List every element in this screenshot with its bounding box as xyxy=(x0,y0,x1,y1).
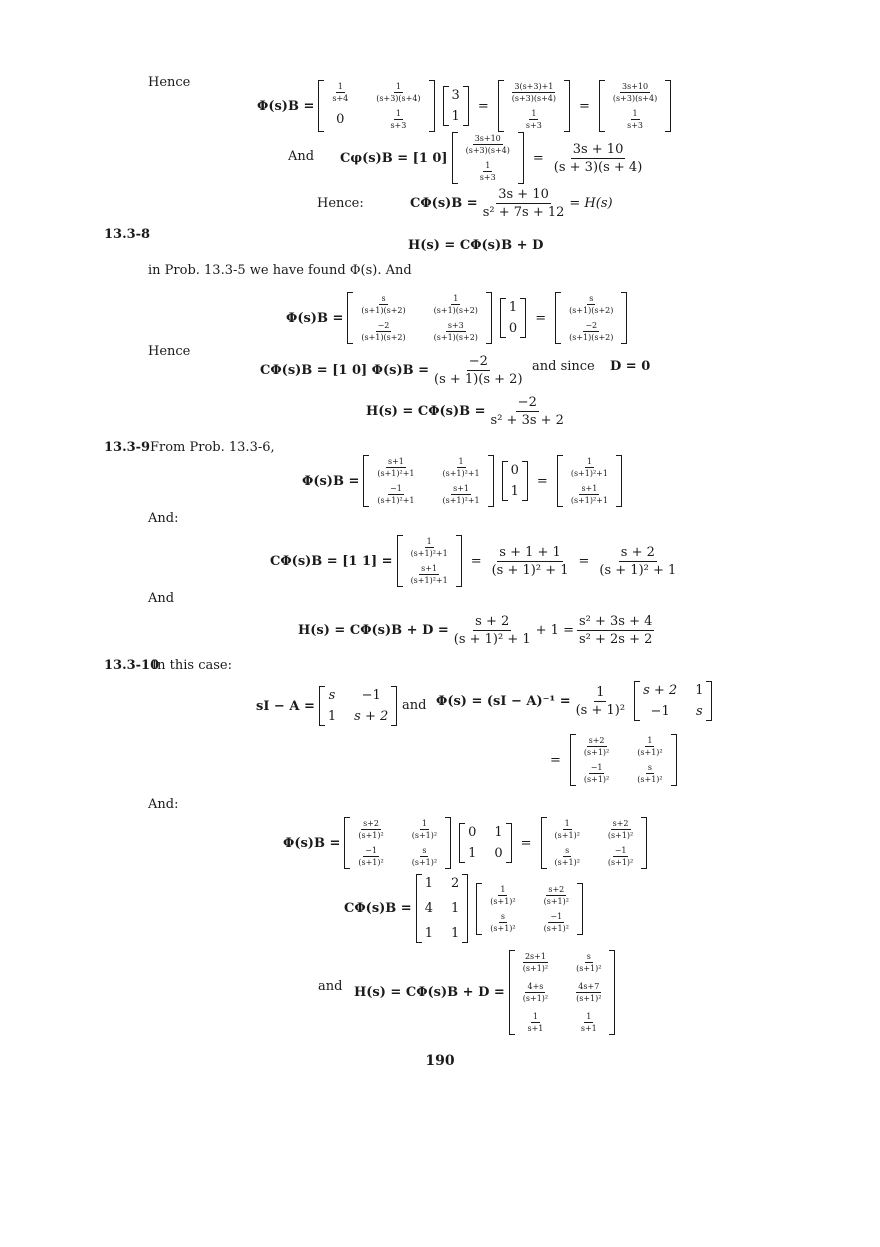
c-matrix-4: 1 2 4 1 1 1 xyxy=(416,874,469,943)
eq-si-minus-a: sI − A = s −1 1 s + 2 xyxy=(256,686,401,726)
section-13-3-10: 13.3-10 xyxy=(104,658,160,673)
and-label-1: And xyxy=(288,149,315,164)
phi-matrix-2: $\frac{s}{(s+1)(s+2)}$ $\frac{1}{(s+1)(s+2)}$ $\frac{-2}{(s+1)(s+2)}$ $\frac{s+3}{(s+1)(s+2)}$ xyxy=(347,292,492,344)
eq-cphi-b-4: CΦ(s)B = 1 2 4 1 1 1 $\frac{1}{\text{(s+1)²}}$ $\frac{s+2}{\text{(s+1)²}}$ $\frac{s}{\text{(s+1)²}}$ $\frac{-1}{\text{(s+1)²}}$ xyxy=(344,874,587,943)
phib-matrix-4: $\frac{1}{\text{(s+1)²}}$ $\frac{s+2}{\text{(s+1)²}}$ $\frac{s}{\text{(s+1)²}}$ $\frac{-1}{\text{(s+1)²}}$ xyxy=(476,883,583,935)
in-this-case: In this case: xyxy=(152,658,232,673)
eq-h-s-4: H(s) = CΦ(s)B + D = $\frac{2s+1}{\text{(s+1)²}}$ $\frac{s}{\text{(s+1)²}}$ $\frac{4+s}{\text{(s+1)²}}$ $\frac{4s+7}{\text{(s+1)²}}$ $\frac{1}{s+1}$ $\frac{1}{s+1}$ xyxy=(354,950,619,1035)
hence-colon-label: Hence: xyxy=(317,196,364,211)
and-since-label: and since xyxy=(532,359,595,374)
and-label-2: And xyxy=(148,591,175,606)
b-vector-3: 0 1 xyxy=(502,461,528,501)
si-minus-a-matrix: s −1 1 s + 2 xyxy=(319,686,397,726)
b-vector-2: 1 0 xyxy=(500,298,526,338)
result-vector-2: $\frac{s}{(s+1)(s+2)}$ $\frac{-2}{(s+1)(s+2)}$ xyxy=(555,292,627,344)
cphi-vector: $\frac{3s+10}{(s+3)(s+4)}$ $\frac{1}{s+3}$ xyxy=(452,132,524,184)
result-vector: $\frac{3s+10}{(s+3)(s+4)}$ $\frac{1}{s+3}$ xyxy=(599,80,671,132)
eq-phi-b-3: Φ(s)B = $\frac{s+1}{\text{(s+1)²+1}}$ $\frac{1}{\text{(s+1)²+1}}$ $\frac{-1}{\text{(s+1)²+1}}$ $\frac{s+1}{\text{(s+1)²+1}}$ 0 1 = $\frac{1}{\text{(s+1)²+1}}$ $\frac{s+1}{\text{(s+1)²+1}}$ xyxy=(302,455,626,507)
eq-phi-expanded: = $\frac{s+2}{\text{(s+1)²}}$ $\frac{1}{\text{(s+1)²}}$ $\frac{-1}{\text{(s+1)²}}$ $\frac{s}{\text{(s+1)²}}$ xyxy=(545,734,681,786)
result-vector-3: $\frac{1}{\text{(s+1)²+1}}$ $\frac{s+1}{\text{(s+1)²+1}}$ xyxy=(557,455,622,507)
hence-label-2: Hence xyxy=(148,344,191,359)
eq-cphi-b-2: CΦ(s)B = [1 0] Φ(s)B = $\frac{-2}{(s + 1)(s + 2)}$ xyxy=(260,354,523,387)
hence-label: Hence xyxy=(148,75,191,90)
and-word: and xyxy=(402,698,427,713)
product-vector: $\frac{3(s+3)+1}{(s+3)(s+4)}$ $\frac{1}{s+3}$ xyxy=(498,80,570,132)
eq-h-def: H(s) = CΦ(s)B + D xyxy=(408,238,544,253)
b-matrix-4: 0 1 1 0 xyxy=(459,823,512,863)
eq-phi-b-2: Φ(s)B = $\frac{s}{(s+1)(s+2)}$ $\frac{1}{(s+1)(s+2)}$ $\frac{-2}{(s+1)(s+2)}$ $\frac{s+3}{(s+1)(s+2)}$ 1 0 = $\frac{s}{(s+1)(s+2)}$ $\frac{-2}{(s+1)(s+2)}$ xyxy=(286,292,631,344)
eq-cphi-b-1: Cφ(s)B = [1 0] $\frac{3s+10}{(s+3)(s+4)}$ $\frac{1}{s+3}$ = $\frac{3s + 10}{(s + 3)(s + 4)}$ xyxy=(340,134,643,182)
phi-matrix: $\frac{1}{s+4}$ $\frac{1}{(s+3)(s+4)}$ 0 $\frac{1}{s+3}$ xyxy=(318,80,434,132)
prob-13-3-5-text: in Prob. 13.3-5 we have found Φ(s). And xyxy=(148,263,412,278)
lhs-label: Φ(s)B = xyxy=(257,98,315,114)
b-vector: 3 1 xyxy=(443,86,469,126)
and-label-h: and xyxy=(318,979,343,994)
eq-h-s-3: H(s) = CΦ(s)B + D = $\frac{s + 2}{\text{(s + 1)² + 1}}$ + 1 = $\frac{\text{s² + 3s + 4}}{\text{s² + 2s + 2}}$ xyxy=(298,614,653,647)
eq-phi-def: Φ(s) = (sI − A)⁻¹ = $\frac{1}{\text{(s + 1)²}}$ s + 2 1 −1 s xyxy=(436,681,716,721)
h-matrix-4: $\frac{2s+1}{\text{(s+1)²}}$ $\frac{s}{\text{(s+1)²}}$ $\frac{4+s}{\text{(s+1)²}}$ $\frac{4s+7}{\text{(s+1)²}}$ $\frac{1}{s+1}$ $\frac{1}{s+1}$ xyxy=(509,950,616,1035)
and-colon-label-1: And: xyxy=(148,511,179,526)
section-13-3-8: 13.3-8 xyxy=(104,227,151,242)
cphi-vector-3: $\frac{1}{\text{(s+1)²+1}}$ $\frac{s+1}{\text{(s+1)²+1}}$ xyxy=(397,535,462,587)
eq-cphi-b-3: CΦ(s)B = [1 1] = $\frac{1}{\text{(s+1)²+1}}$ $\frac{s+1}{\text{(s+1)²+1}}$ = $\frac{s + 1 + 1}{\text{(s + 1)² + 1}}$ = $\frac{s + 2}{\text{(s + 1)² + 1}}$ xyxy=(270,537,677,585)
eq-h-s-1: CΦ(s)B = $\frac{3s + 10}{\text{s² + 7s + 12}}$ = H(s) xyxy=(410,187,613,220)
eq-phi-b-4: Φ(s)B = $\frac{s+2}{\text{(s+1)²}}$ $\frac{1}{\text{(s+1)²}}$ $\frac{-1}{\text{(s+1)²}}$ $\frac{s}{\text{(s+1)²}}$ 0 1 1 0 = $\frac{1}{\text{(s+1)²}}$ $\frac{s+2}{\text{(s+1)²}}$ $\frac{s}{\text{(s+1)²}}$ $\frac{-1}{\text{(s+1)²}}$ xyxy=(283,817,651,869)
and-colon-label-2: And: xyxy=(148,797,179,812)
result-matrix-4: $\frac{1}{\text{(s+1)²}}$ $\frac{s+2}{\text{(s+1)²}}$ $\frac{s}{\text{(s+1)²}}$ $\frac{-1}{\text{(s+1)²}}$ xyxy=(541,817,648,869)
page-number: 190 xyxy=(425,1053,455,1069)
from-prob-13-3-6: From Prob. 13.3-6, xyxy=(150,440,275,455)
section-13-3-9: 13.3-9 xyxy=(104,440,151,455)
eq-h-s-2: H(s) = CΦ(s)B = $\frac{-2}{\text{s² + 3s + 2}}$ xyxy=(366,395,564,428)
adjugate-matrix: s + 2 1 −1 s xyxy=(634,681,712,721)
d-zero: D = 0 xyxy=(610,359,651,374)
eq-phi-b-1: Φ(s)B = $\frac{1}{s+4}$ $\frac{1}{(s+3)(s+4)}$ 0 $\frac{1}{s+3}$ 3 1 = $\frac{3(s+3)+1}{(s+3)(s+4)}$ $\frac{1}{s+3}$ = $\frac{3s+10}{(s+3)(s+4)}$ $\frac{1}{s+3}$ xyxy=(257,80,675,132)
phi-matrix-5: $\frac{s+2}{\text{(s+1)²}}$ $\frac{1}{\text{(s+1)²}}$ $\frac{-1}{\text{(s+1)²}}$ $\frac{s}{\text{(s+1)²}}$ xyxy=(344,817,451,869)
phi-matrix-3: $\frac{s+1}{\text{(s+1)²+1}}$ $\frac{1}{\text{(s+1)²+1}}$ $\frac{-1}{\text{(s+1)²+1}}$ $\frac{s+1}{\text{(s+1)²+1}}$ xyxy=(363,455,493,507)
phi-matrix-4: $\frac{s+2}{\text{(s+1)²}}$ $\frac{1}{\text{(s+1)²}}$ $\frac{-1}{\text{(s+1)²}}$ $\frac{s}{\text{(s+1)²}}$ xyxy=(570,734,677,786)
